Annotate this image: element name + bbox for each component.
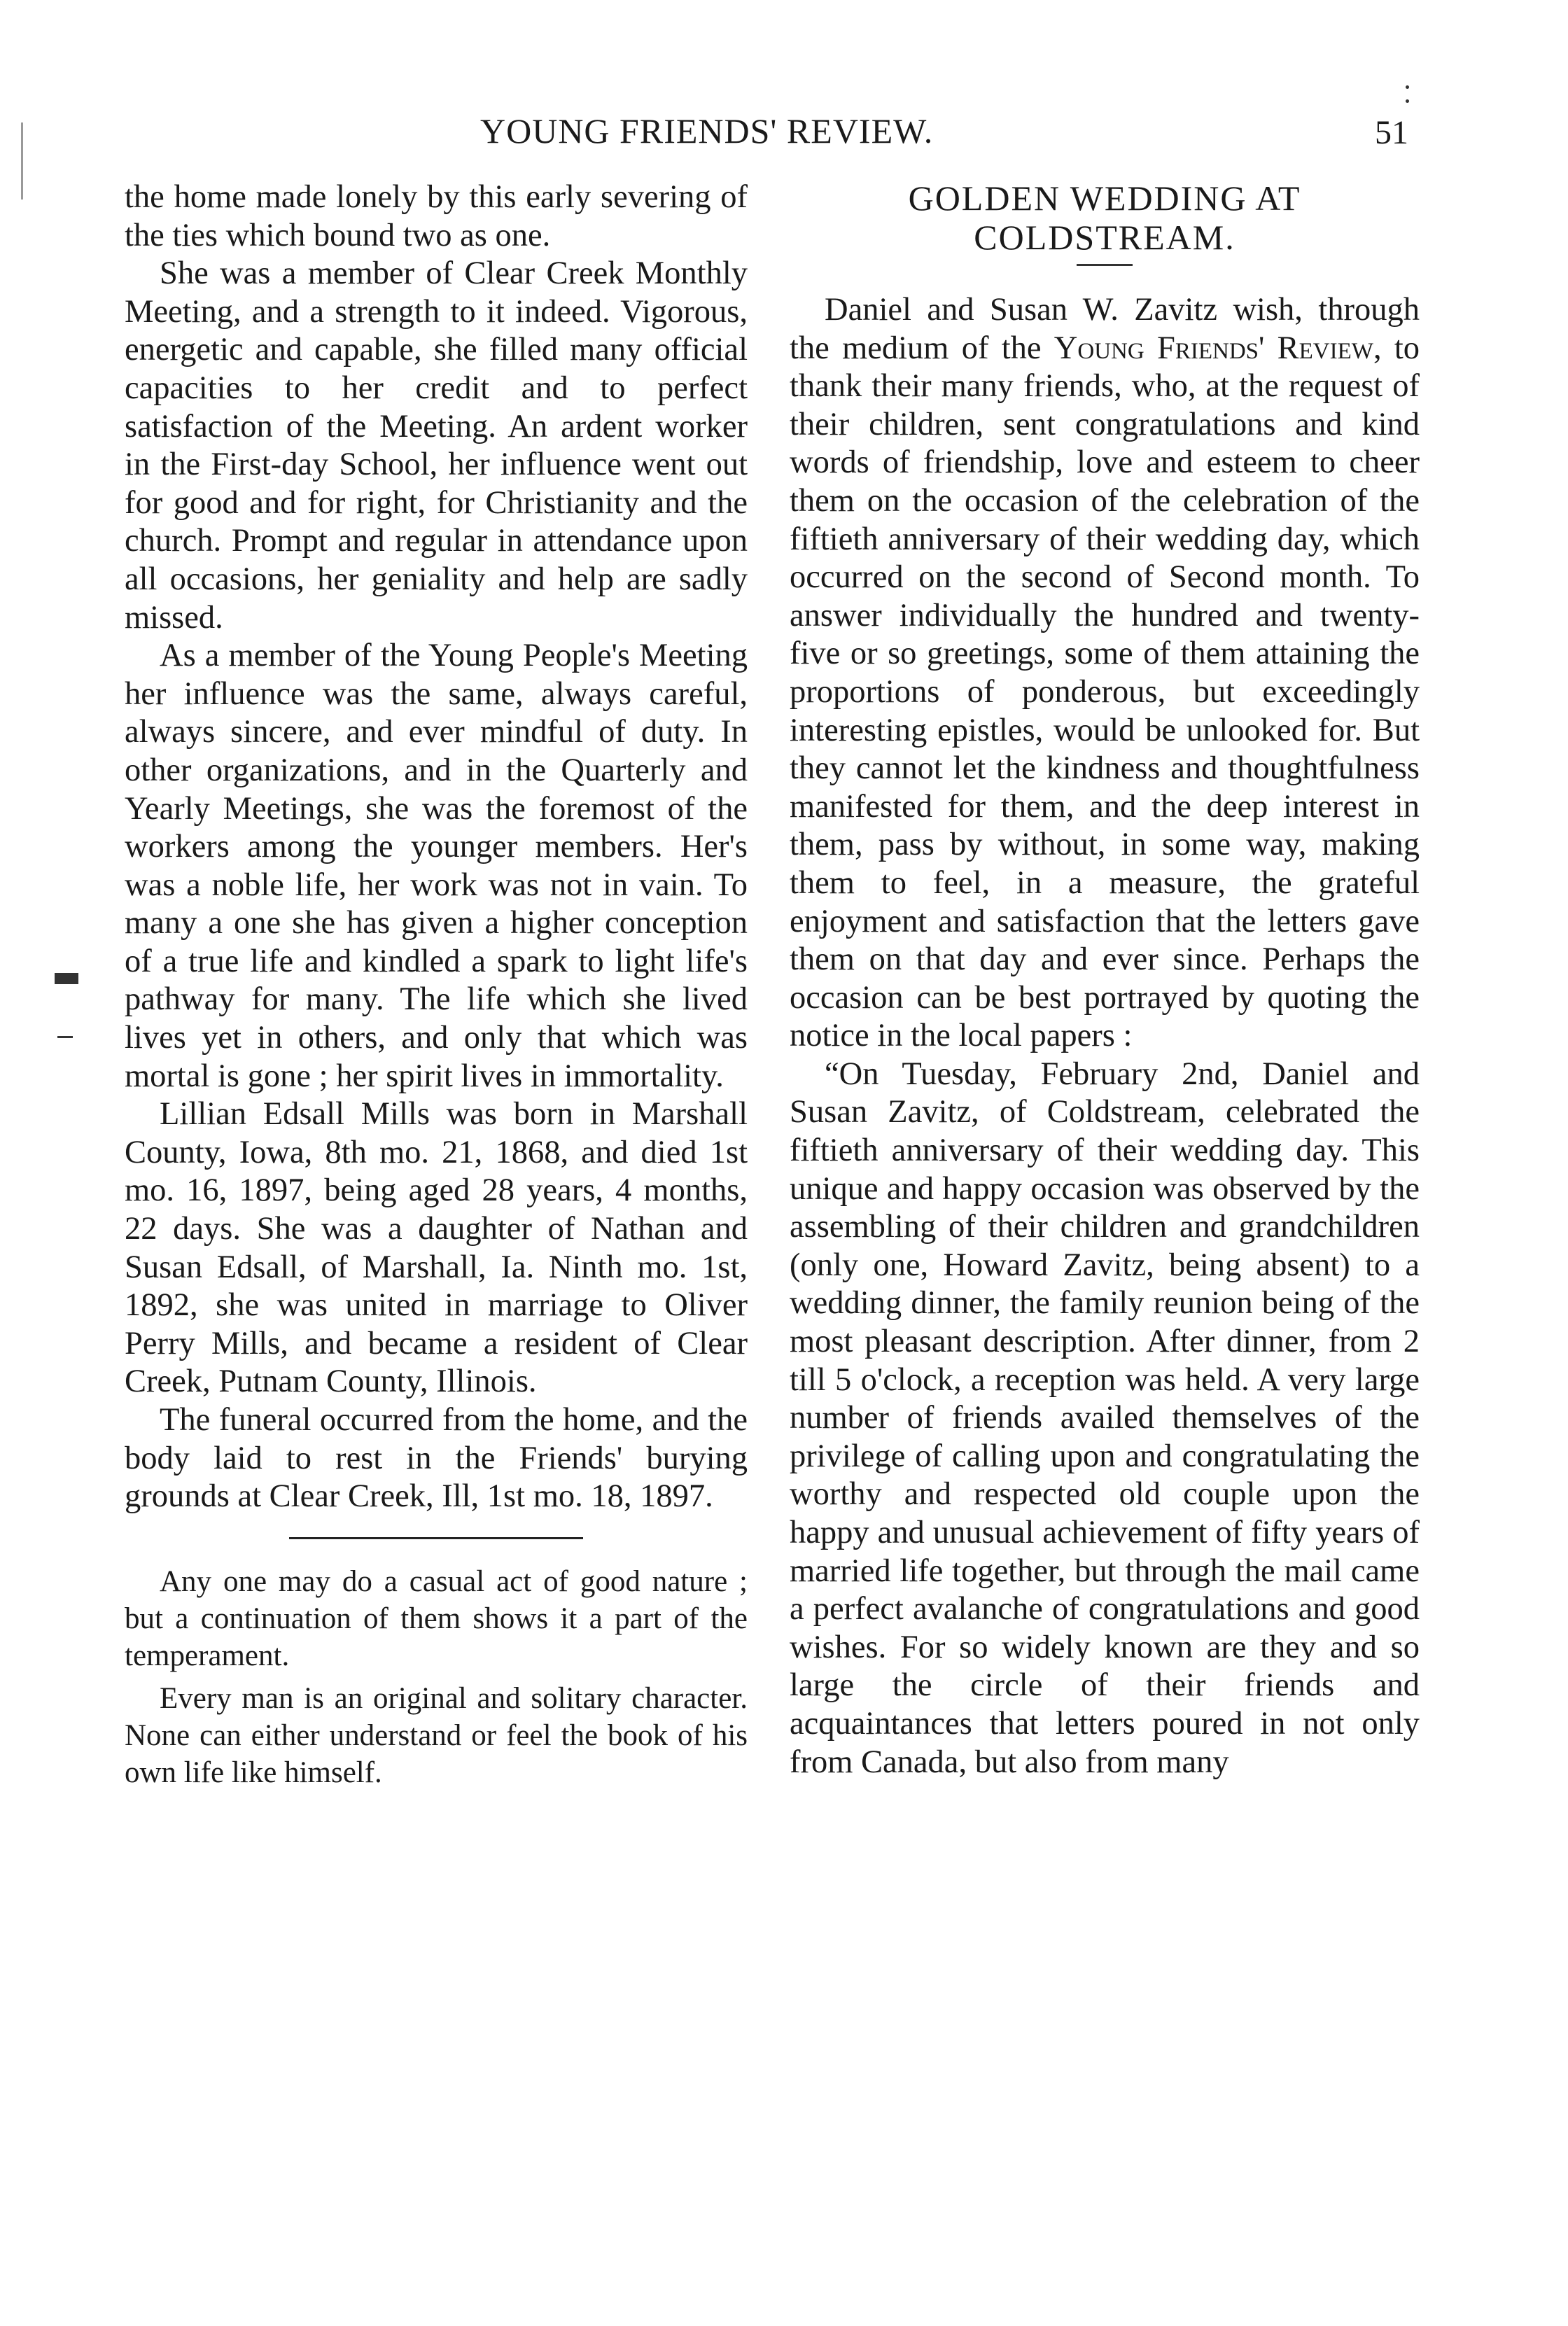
scan-mark: [1406, 85, 1409, 89]
obituary-paragraph-meeting: She was a member of Clear Creek Monthly Meeting, and a strength to it indeed. Vigorous, energetic and capable, she filled many official capacities to her credit and to perfect satisfaction of the Meeting. An ardent worker in the First-day School, her influence went out for good and for right, for Christianity and the church. Prompt and regular in attendance upon all occasions, her geniality and help are sadly missed.: [125, 255, 748, 636]
obituary-paragraph-funeral: The funeral occurred from the home, and the body laid to rest in the Friends' burying grounds at Clear Creek, Ill, 1st mo. 18, 1897.: [125, 1402, 748, 1515]
scan-mark: [57, 1036, 73, 1038]
left-column: [125, 178, 748, 1791]
article-paragraph-notice: “On Tuesday, February 2nd, Daniel and Susan Zavitz, of Coldstream, celebrated the fiftieth anniversary of their wedding day. This unique and happy occasion was observed by the assembling of their children and grandchildren (only one, Howard Zavitz, being absent) to a wedding dinner, the family reunion being of the most pleasant description. After dinner, from 2 till 5 o'clock, a reception was held. A very large number of friends availed themselves of the privilege of calling upon and congratulating the worthy and respected old couple upon the happy and unusual achievement of fifty years of married life together, but through the mail came a perfect avalanche of congratulations and good wishes. For so widely known are they and so large the circle of their friends and acquaintances that letters poured in not only from Canada, but also from many: [790, 1056, 1420, 1780]
article-paragraph-thanks-start: Daniel and Susan W. Zavitz wish, through the medium of the: [790, 292, 1420, 366]
obituary-paragraph-young-people: As a member of the Young People's Meeting her influence was the same, always careful, always sincere, and ever mindful of duty. In other organizations, and in the Quarterly and Yearly Meetings, she was the foremost of the workers among the younger members. Her's was a noble life, her work was not in vain. To many a one she has given a higher conception of a true life and kindled a spark to light life's pathway for many. The life which she lived lives yet in others, and only that which was mortal is gone ; her spirit lives in immortality.: [125, 638, 748, 1094]
running-title: YOUNG FRIENDS' REVIEW.: [480, 111, 934, 150]
heading-rule: [1077, 264, 1133, 266]
page-number: 51: [1375, 114, 1408, 151]
scan-mark: [1406, 99, 1409, 103]
maxim-good-nature: Any one may do a casual act of good nature ; but a continuation of them shows it a part of the temperament.: [125, 1564, 748, 1672]
article-heading: [790, 178, 1420, 257]
article-paragraph-thanks: [790, 291, 1420, 1056]
maxim-original-character: Every man is an original and solitary character. None can either understand or feel the book of his own life like himself.: [125, 1681, 748, 1789]
journal-name: Young Friends' Review: [1054, 330, 1373, 366]
article-paragraph-thanks-end: , to thank their many friends, who, at the request of their children, sent congratulations and kind words of friendship, love and esteem to cheer them on the occasion of the celebration of the fiftieth anniversary of their wedding day, which occurred on the second of Second month. To answer individually the hundred and twenty-five or so greetings, some of them attaining the proportions of ponderous, but exceedingly interesting epistles, would be unlooked for. But they cannot let the kindness and thoughtfulness manifested for them, and the deep interest in them, pass by without, in some way, making them to feel, in a measure, the grateful enjoyment and satisfaction that the letters gave them on that day and ever since. Perhaps the occasion can be best portrayed by quoting the notice in the local papers :: [790, 330, 1420, 1054]
article-heading-line1: GOLDEN WEDDING AT: [908, 178, 1301, 218]
obituary-continuation: the home made lonely by this early severing of the ties which bound two as one.: [125, 179, 748, 253]
section-divider: [289, 1537, 583, 1539]
article-heading-line2: COLDSTREAM.: [974, 218, 1236, 257]
scan-mark: [55, 973, 78, 984]
page-header: [0, 111, 1568, 160]
right-column: [790, 178, 1420, 1781]
obituary-paragraph-biography: Lillian Edsall Mills was born in Marshall County, Iowa, 8th mo. 21, 1868, and died 1st mo. 16, 1897, being aged 28 years, 4 months, 22 days. She was a daughter of Nathan and Susan Edsall, of Marshall, Ia. Ninth mo. 1st, 1892, she was united in marriage to Oliver Perry Mills, and became a resident of Clear Creek, Putnam County, Illinois.: [125, 1096, 748, 1400]
scan-mark: [21, 122, 23, 199]
